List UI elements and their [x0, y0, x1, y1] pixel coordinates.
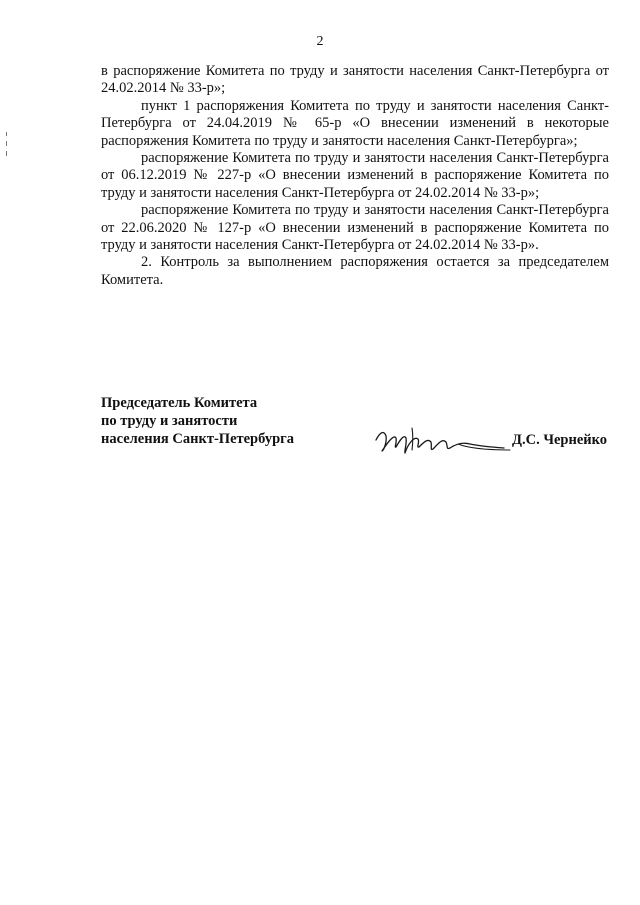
paragraph-item: пункт 1 распоряжения Комитета по труду и занятости населения Санкт-Петербурга от 24.04.2019 № 65-р «О внесении изменений в некоторые распоряжения Комитета по труду и занятости населения Санкт-Петербурга»; [101, 97, 609, 149]
left-margin-marks [6, 132, 10, 158]
paragraph-control-clause: 2. Контроль за выполнением распоряжения остается за председателем Комитета. [101, 254, 609, 288]
signature-title-line: по труду и занятости [101, 413, 238, 429]
page-number: 2 [316, 34, 324, 49]
signature-title-line: населения Санкт-Петербурга [101, 431, 294, 447]
signer-name: Д.С. Чернейко [512, 432, 608, 448]
paragraph-item: распоряжение Комитета по труду и занятости населения Санкт-Петербурга от 06.12.2019 № 227-р «О внесении изменений в распоряжение Комитета по труду и занятости населения Санкт-Петербурга от 24.02.2014 № 33-р»; [101, 150, 609, 201]
handwritten-signature [372, 420, 522, 458]
document-body [101, 63, 609, 289]
paragraph-item: распоряжение Комитета по труду и занятости населения Санкт-Петербурга от 22.06.2020 № 127-р «О внесении изменений в распоряжение Комитета по труду и занятости населения Санкт-Петербурга от 24.02.2014 № 33-р». [101, 202, 609, 254]
signature-title-line: Председатель Комитета [101, 395, 258, 411]
paragraph-continuation: в распоряжение Комитета по труду и занятости населения Санкт-Петербурга от 24.02.2014 № 33-р»; [101, 63, 609, 97]
